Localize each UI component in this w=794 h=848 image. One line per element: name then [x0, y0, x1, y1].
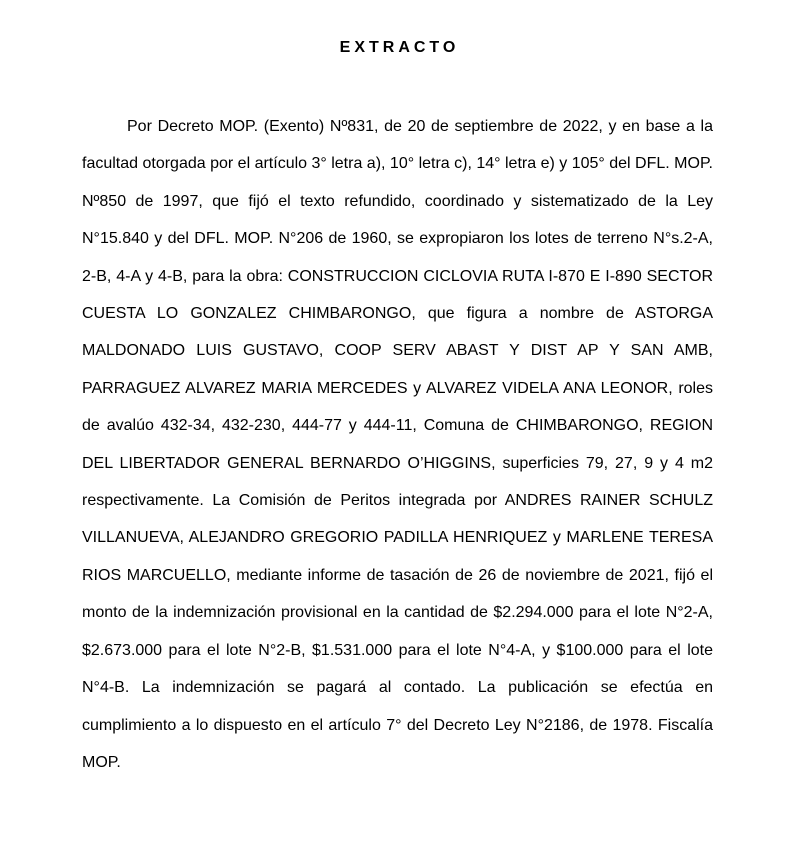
- document-paragraph: Por Decreto MOP. (Exento) Nº831, de 20 de septiembre de 2022, y en base a la facultad otorgada por el artículo 3° letra a), 10° letra c), 14° letra e) y 105° del DFL. MOP. Nº850 de 1997, que fijó el texto refundido, coordinado y sistematizado de la Ley N°15.840 y del DFL. MOP. N°206 de 1960, se expropiaron los lotes de terreno N°s.2-A, 2-B, 4-A y 4-B, para la obra: CONSTRUCCION CICLOVIA RUTA I-870 E I-890 SECTOR CUESTA LO GONZALEZ CHIMBARONGO, que figura a nombre de ASTORGA MALDONADO LUIS GUSTAVO, COOP SERV ABAST Y DIST AP Y SAN AMB, PARRAGUEZ ALVAREZ MARIA MERCEDES y ALVAREZ VIDELA ANA LEONOR, roles de avalúo 432-34, 432-230, 444-77 y 444-11, Comuna de CHIMBARONGO, REGION DEL LIBERTADOR GENERAL BERNARDO O’HIGGINS, superficies 79, 27, 9 y 4 m2 respectivamente. La Comisión de Peritos integrada por ANDRES RAINER SCHULZ VILLANUEVA, ALEJANDRO GREGORIO PADILLA HENRIQUEZ y MARLENE TERESA RIOS MARCUELLO, mediante informe de tasación de 26 de noviembre de 2021, fijó el monto de la indemnización provisional en la cantidad de $2.294.000 para el lote N°2-A, $2.673.000 para el lote N°2-B, $1.531.000 para el lote N°4-A, y $100.000 para el lote N°4-B. La indemnización se pagará al contado. La publicación se efectúa en cumplimiento a lo dispuesto en el artículo 7° del Decreto Ley N°2186, de 1978. Fiscalía MOP.: [82, 118, 713, 771]
- page-title: EXTRACTO: [339, 39, 460, 56]
